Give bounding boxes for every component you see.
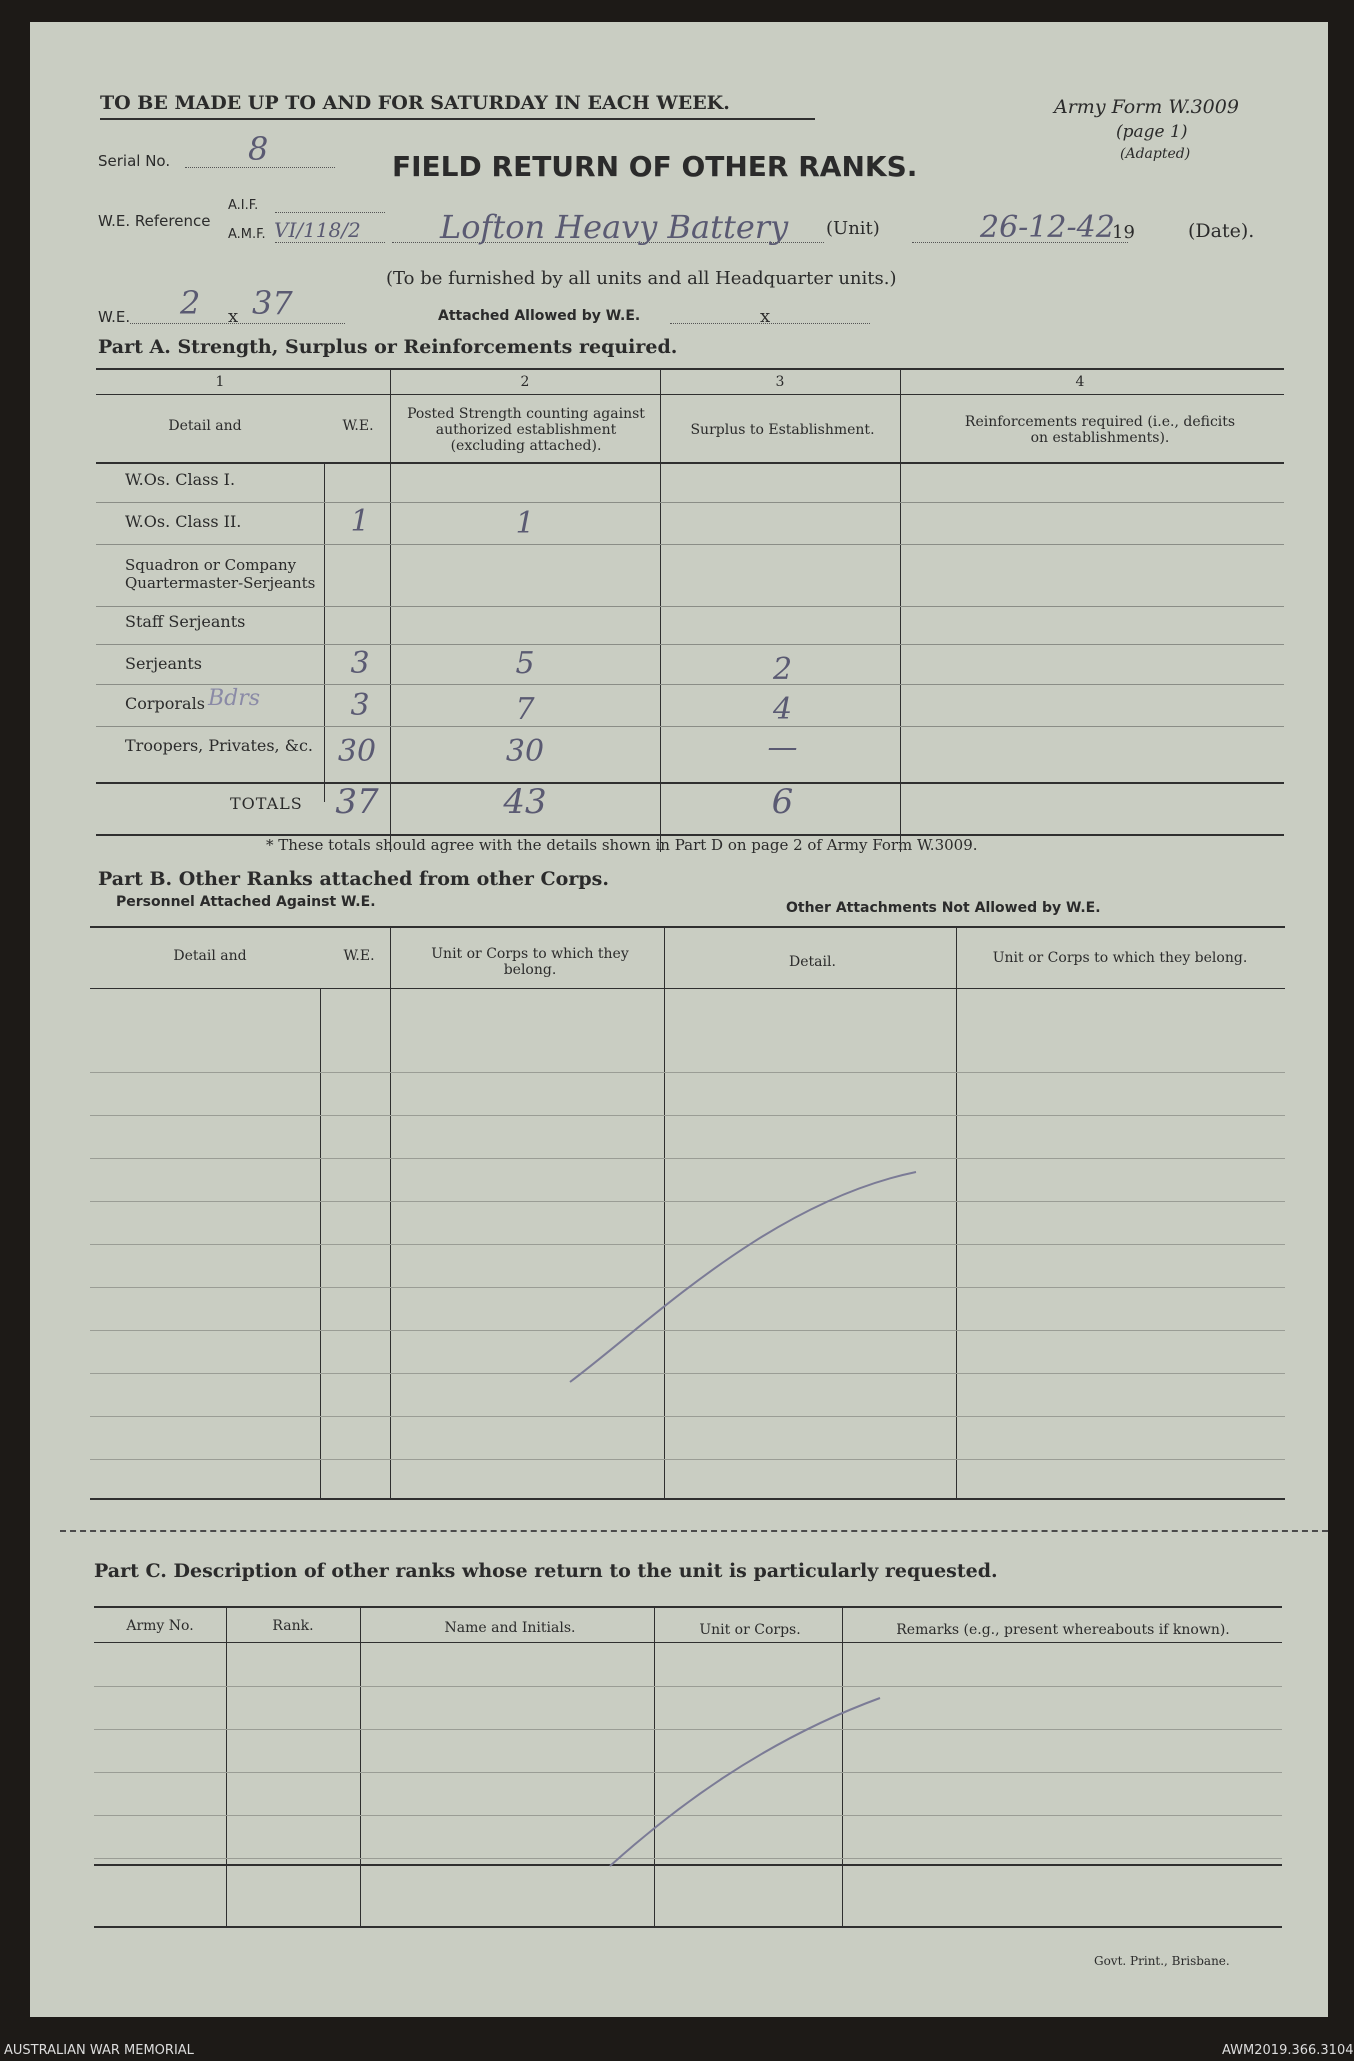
row-label-staff-sjt: Staff Serjeants	[125, 612, 246, 631]
col-num-3: 3	[775, 374, 785, 390]
date-label: (Date).	[1188, 220, 1255, 242]
row-rule	[96, 644, 1284, 645]
we-cpl: 3	[350, 688, 370, 723]
amf-value: VI/118/2	[274, 218, 361, 242]
posted-troopers: 30	[505, 734, 545, 769]
furnished-note: (To be furnished by all units and all Headquarter units.)	[386, 268, 897, 289]
b-col-we: W.E.	[343, 948, 375, 964]
row-label-wo1: W.Os. Class I.	[125, 470, 236, 489]
c-col-army: Army No.	[126, 1618, 194, 1634]
instruction-line: TO BE MADE UP TO AND FOR SATURDAY IN EACH WEEK.	[100, 92, 730, 114]
col-surplus-header: Surplus to Establishment.	[690, 422, 875, 438]
part-b-header-rule	[90, 988, 1285, 989]
part-b-sub-right: Other Attachments Not Allowed by W.E.	[786, 900, 1101, 916]
b-col-detail2: Detail.	[789, 954, 836, 970]
we-troopers: 30	[337, 734, 377, 769]
part-a-num-rule	[96, 394, 1284, 395]
row-label-cqms: Squadron or Company Quartermaster-Serjeants	[125, 556, 316, 592]
corporals-note: Bdrs	[208, 686, 261, 711]
row-label-wo2: W.Os. Class II.	[125, 512, 242, 531]
row-rule	[96, 606, 1284, 607]
part-a-top-rule	[96, 368, 1284, 370]
totals-posted: 43	[503, 782, 547, 822]
row-rule	[96, 502, 1284, 503]
instruction-underline	[100, 118, 815, 120]
part-a-header-rule	[96, 462, 1284, 464]
c-col-unit: Unit or Corps.	[699, 1622, 801, 1638]
totals-surplus: 6	[771, 782, 794, 822]
surplus-troopers: —	[767, 730, 798, 765]
page-number: (page 1)	[1116, 122, 1188, 142]
cut-line	[60, 1530, 1328, 1532]
col-reinf-header: Reinforcements required (i.e., deficits on establishments).	[964, 414, 1236, 446]
col-sep-2	[390, 368, 391, 852]
date-value: 26-12-42	[980, 210, 1115, 245]
part-c-title: Part C. Description of other ranks whose return to the unit is particularly requested.	[94, 1560, 998, 1582]
part-c-header-rule	[94, 1642, 1282, 1643]
totals-label: TOTALS	[230, 794, 303, 813]
aif-label: A.I.F.	[228, 198, 259, 213]
form-title: FIELD RETURN OF OTHER RANKS.	[392, 150, 918, 183]
row-rule	[96, 544, 1284, 545]
printer-imprint: Govt. Print., Brisbane.	[1094, 1954, 1230, 1968]
col-num-4: 4	[1075, 374, 1085, 390]
we-reference-label: W.E. Reference	[98, 212, 211, 230]
amf-label: A.M.F.	[228, 227, 266, 242]
year-prefix: 19	[1112, 222, 1135, 243]
part-c-strikethrough	[590, 1682, 890, 1882]
posted-cpl: 7	[515, 692, 535, 727]
part-b-sub-left: Personnel Attached Against W.E.	[116, 894, 376, 910]
col-sep-3	[660, 368, 661, 852]
totals-we: 37	[335, 782, 379, 822]
col-sep-4	[900, 368, 901, 852]
surplus-cpl: 4	[772, 692, 793, 727]
b-col-unit2: Unit or Corps to which they belong.	[992, 950, 1248, 966]
unit-value: Lofton Heavy Battery	[440, 208, 789, 246]
totals-note: * These totals should agree with the details shown in Part D on page 2 of Army Form W.3009.	[266, 836, 978, 854]
aif-line	[275, 212, 385, 213]
part-a-title: Part A. Strength, Surplus or Reinforcements required.	[98, 336, 678, 358]
surplus-sjt: 2	[772, 652, 793, 687]
row-label-troopers: Troopers, Privates, &c.	[125, 736, 314, 755]
part-b-title: Part B. Other Ranks attached from other Corps.	[98, 868, 609, 890]
we-label: W.E.	[98, 308, 131, 326]
unit-label: (Unit)	[826, 218, 880, 239]
amf-line	[275, 242, 385, 243]
col-num-1: 1	[215, 374, 225, 390]
part-b-strikethrough	[530, 1142, 930, 1402]
col-posted-header: Posted Strength counting against authorized establishment (excluding attached).	[407, 406, 645, 454]
we-sjt: 3	[350, 646, 370, 681]
b-col-unit: Unit or Corps to which they belong.	[431, 946, 629, 978]
b-col-detail: Detail and	[173, 948, 247, 964]
row-label-cpl: Corporals	[125, 694, 205, 713]
attached-x: x	[760, 306, 771, 327]
posted-sjt: 5	[515, 646, 535, 681]
adapted-note: (Adapted)	[1120, 146, 1191, 162]
c-col-rank: Rank.	[272, 1618, 314, 1634]
form-sheet	[30, 22, 1328, 2017]
we-value-b: 37	[252, 284, 293, 322]
we-x: x	[228, 306, 239, 327]
serial-value: 8	[248, 130, 269, 168]
c-col-name: Name and Initials.	[444, 1620, 576, 1636]
col-num-2: 2	[520, 374, 530, 390]
attached-allowed-label: Attached Allowed by W.E.	[438, 308, 641, 324]
col-we-header: W.E.	[342, 418, 374, 434]
posted-wo2: 1	[515, 506, 535, 541]
form-number: Army Form W.3009	[1054, 96, 1239, 118]
part-b-bottom-rule	[90, 1498, 1285, 1500]
row-label-sjt: Serjeants	[125, 654, 202, 673]
c-col-remarks: Remarks (e.g., present whereabouts if known).	[896, 1622, 1230, 1638]
footer-institution: AUSTRALIAN WAR MEMORIAL	[4, 2043, 194, 2058]
footer-accession: AWM2019.366.3104	[1222, 2043, 1354, 2058]
we-wo2: 1	[350, 504, 370, 539]
part-b-top-rule	[90, 926, 1285, 928]
part-c-bottom-rule	[94, 1926, 1282, 1928]
serial-label: Serial No.	[98, 152, 171, 170]
col-detail-header: Detail and	[168, 418, 242, 434]
part-c-top-rule	[94, 1606, 1282, 1608]
we-value-a: 2	[180, 284, 201, 322]
